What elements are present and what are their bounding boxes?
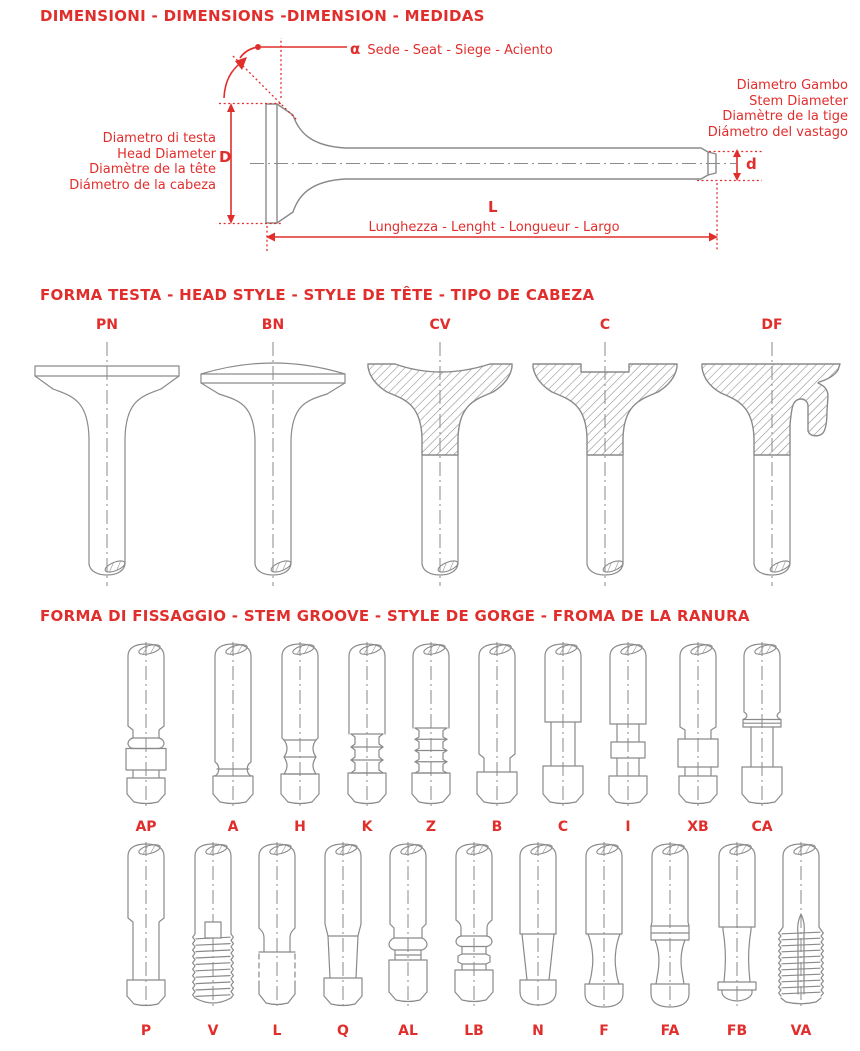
stem-groove-drawing-C	[535, 642, 591, 814]
stem-groove-drawing-XB	[670, 642, 726, 814]
stem-groove-label-A: A	[227, 819, 239, 835]
head-style-label-BN: BN	[261, 317, 285, 333]
stem-diameter-line-en: Stem Diameter	[749, 93, 848, 109]
stem-groove-drawing-AP	[118, 642, 174, 814]
stem-groove-drawing-Z	[403, 642, 459, 814]
stem-groove-label-VA: VA	[790, 1023, 812, 1039]
stem-groove-label-CA: CA	[751, 819, 773, 835]
head-style-drawing-CV	[360, 336, 520, 588]
stem-groove-label-FA: FA	[660, 1023, 680, 1039]
head-diameter-line-en: Head Diameter	[117, 146, 216, 162]
stem-groove-drawing-P	[118, 842, 174, 1014]
stem-groove-drawing-I	[600, 642, 656, 814]
stem-groove-drawing-VA	[773, 842, 829, 1014]
stem-groove-label-P: P	[140, 1023, 152, 1039]
stem-diameter-line-es: Diámetro del vastago	[707, 124, 848, 140]
stem-diameter-line-it: Diametro Gambo	[736, 78, 848, 93]
head-style-drawing-PN	[27, 336, 187, 588]
seat-label-text: Sede - Seat - Siege - Acìento	[367, 43, 553, 58]
stem-groove-drawing-CA	[734, 642, 790, 814]
seat-angle-label	[350, 39, 553, 58]
head-diameter-line-es: Diámetro de la cabeza	[69, 177, 216, 193]
head-style-label-DF: DF	[761, 317, 783, 333]
stem-groove-label-L: L	[272, 1023, 282, 1039]
alpha-symbol: α	[350, 40, 361, 58]
length-symbol: L	[488, 198, 498, 216]
stem-grooves-section-title: FORMA DI FISSAGGIO - STEM GROOVE - STYLE DE GORGE - FROMA DE LA RANURA	[40, 607, 750, 625]
stem-groove-drawing-FB	[709, 842, 765, 1014]
length-caption: Lunghezza - Lenght - Longueur - Largo	[368, 220, 620, 235]
stem-groove-label-K: K	[361, 819, 373, 835]
stem-groove-label-LB: LB	[464, 1023, 484, 1039]
stem-groove-drawing-A	[205, 642, 261, 814]
head-diameter-symbol: D	[219, 148, 232, 166]
stem-groove-label-Z: Z	[425, 819, 437, 835]
stem-groove-drawing-Q	[315, 842, 371, 1014]
dimensions-section-title: DIMENSIONI - DIMENSIONS -DIMENSION - MEDIDAS	[40, 7, 485, 25]
stem-groove-label-Q: Q	[337, 1023, 349, 1039]
stem-diameter-label-block	[708, 78, 848, 140]
stem-groove-drawing-V	[185, 842, 241, 1014]
stem-groove-label-F: F	[599, 1023, 609, 1039]
stem-groove-drawing-H	[272, 642, 328, 814]
head-style-label-CV: CV	[429, 317, 451, 333]
stem-groove-label-B: B	[491, 819, 503, 835]
stem-groove-label-V: V	[207, 1023, 219, 1039]
stem-groove-drawing-F	[576, 842, 632, 1014]
alpha-arc	[224, 62, 242, 98]
stem-groove-label-XB: XB	[687, 819, 709, 835]
stem-groove-label-FB: FB	[726, 1023, 748, 1039]
head-style-drawing-BN	[193, 336, 353, 588]
head-diameter-line-it: Diametro di testa	[102, 131, 216, 146]
stem-groove-drawing-AL	[380, 842, 436, 1014]
stem-groove-drawing-B	[469, 642, 525, 814]
stem-groove-drawing-FA	[642, 842, 698, 1014]
stem-groove-label-AP: AP	[135, 819, 157, 835]
head-diameter-label-block	[69, 131, 216, 193]
stem-groove-drawing-LB	[446, 842, 502, 1014]
stem-groove-label-I: I	[625, 819, 631, 835]
stem-groove-drawing-K	[339, 642, 395, 814]
stem-groove-label-N: N	[532, 1023, 544, 1039]
stem-groove-drawing-N	[510, 842, 566, 1014]
head-style-label-C: C	[599, 317, 611, 333]
head-style-drawing-C	[525, 336, 685, 588]
head-styles-section-title: FORMA TESTA - HEAD STYLE - STYLE DE TÊTE - TIPO DE CABEZA	[40, 286, 595, 304]
stem-groove-drawing-L	[249, 842, 305, 1014]
stem-groove-label-AL: AL	[398, 1023, 418, 1039]
head-style-drawing-DF	[692, 336, 852, 588]
head-diameter-line-fr: Diamètre de la tête	[89, 162, 216, 177]
head-style-label-PN: PN	[96, 317, 118, 333]
stem-groove-label-C: C	[557, 819, 569, 835]
stem-diameter-line-fr: Diamètre de la tige	[722, 109, 848, 124]
stem-groove-label-H: H	[294, 819, 306, 835]
stem-diameter-symbol: d	[746, 155, 757, 173]
